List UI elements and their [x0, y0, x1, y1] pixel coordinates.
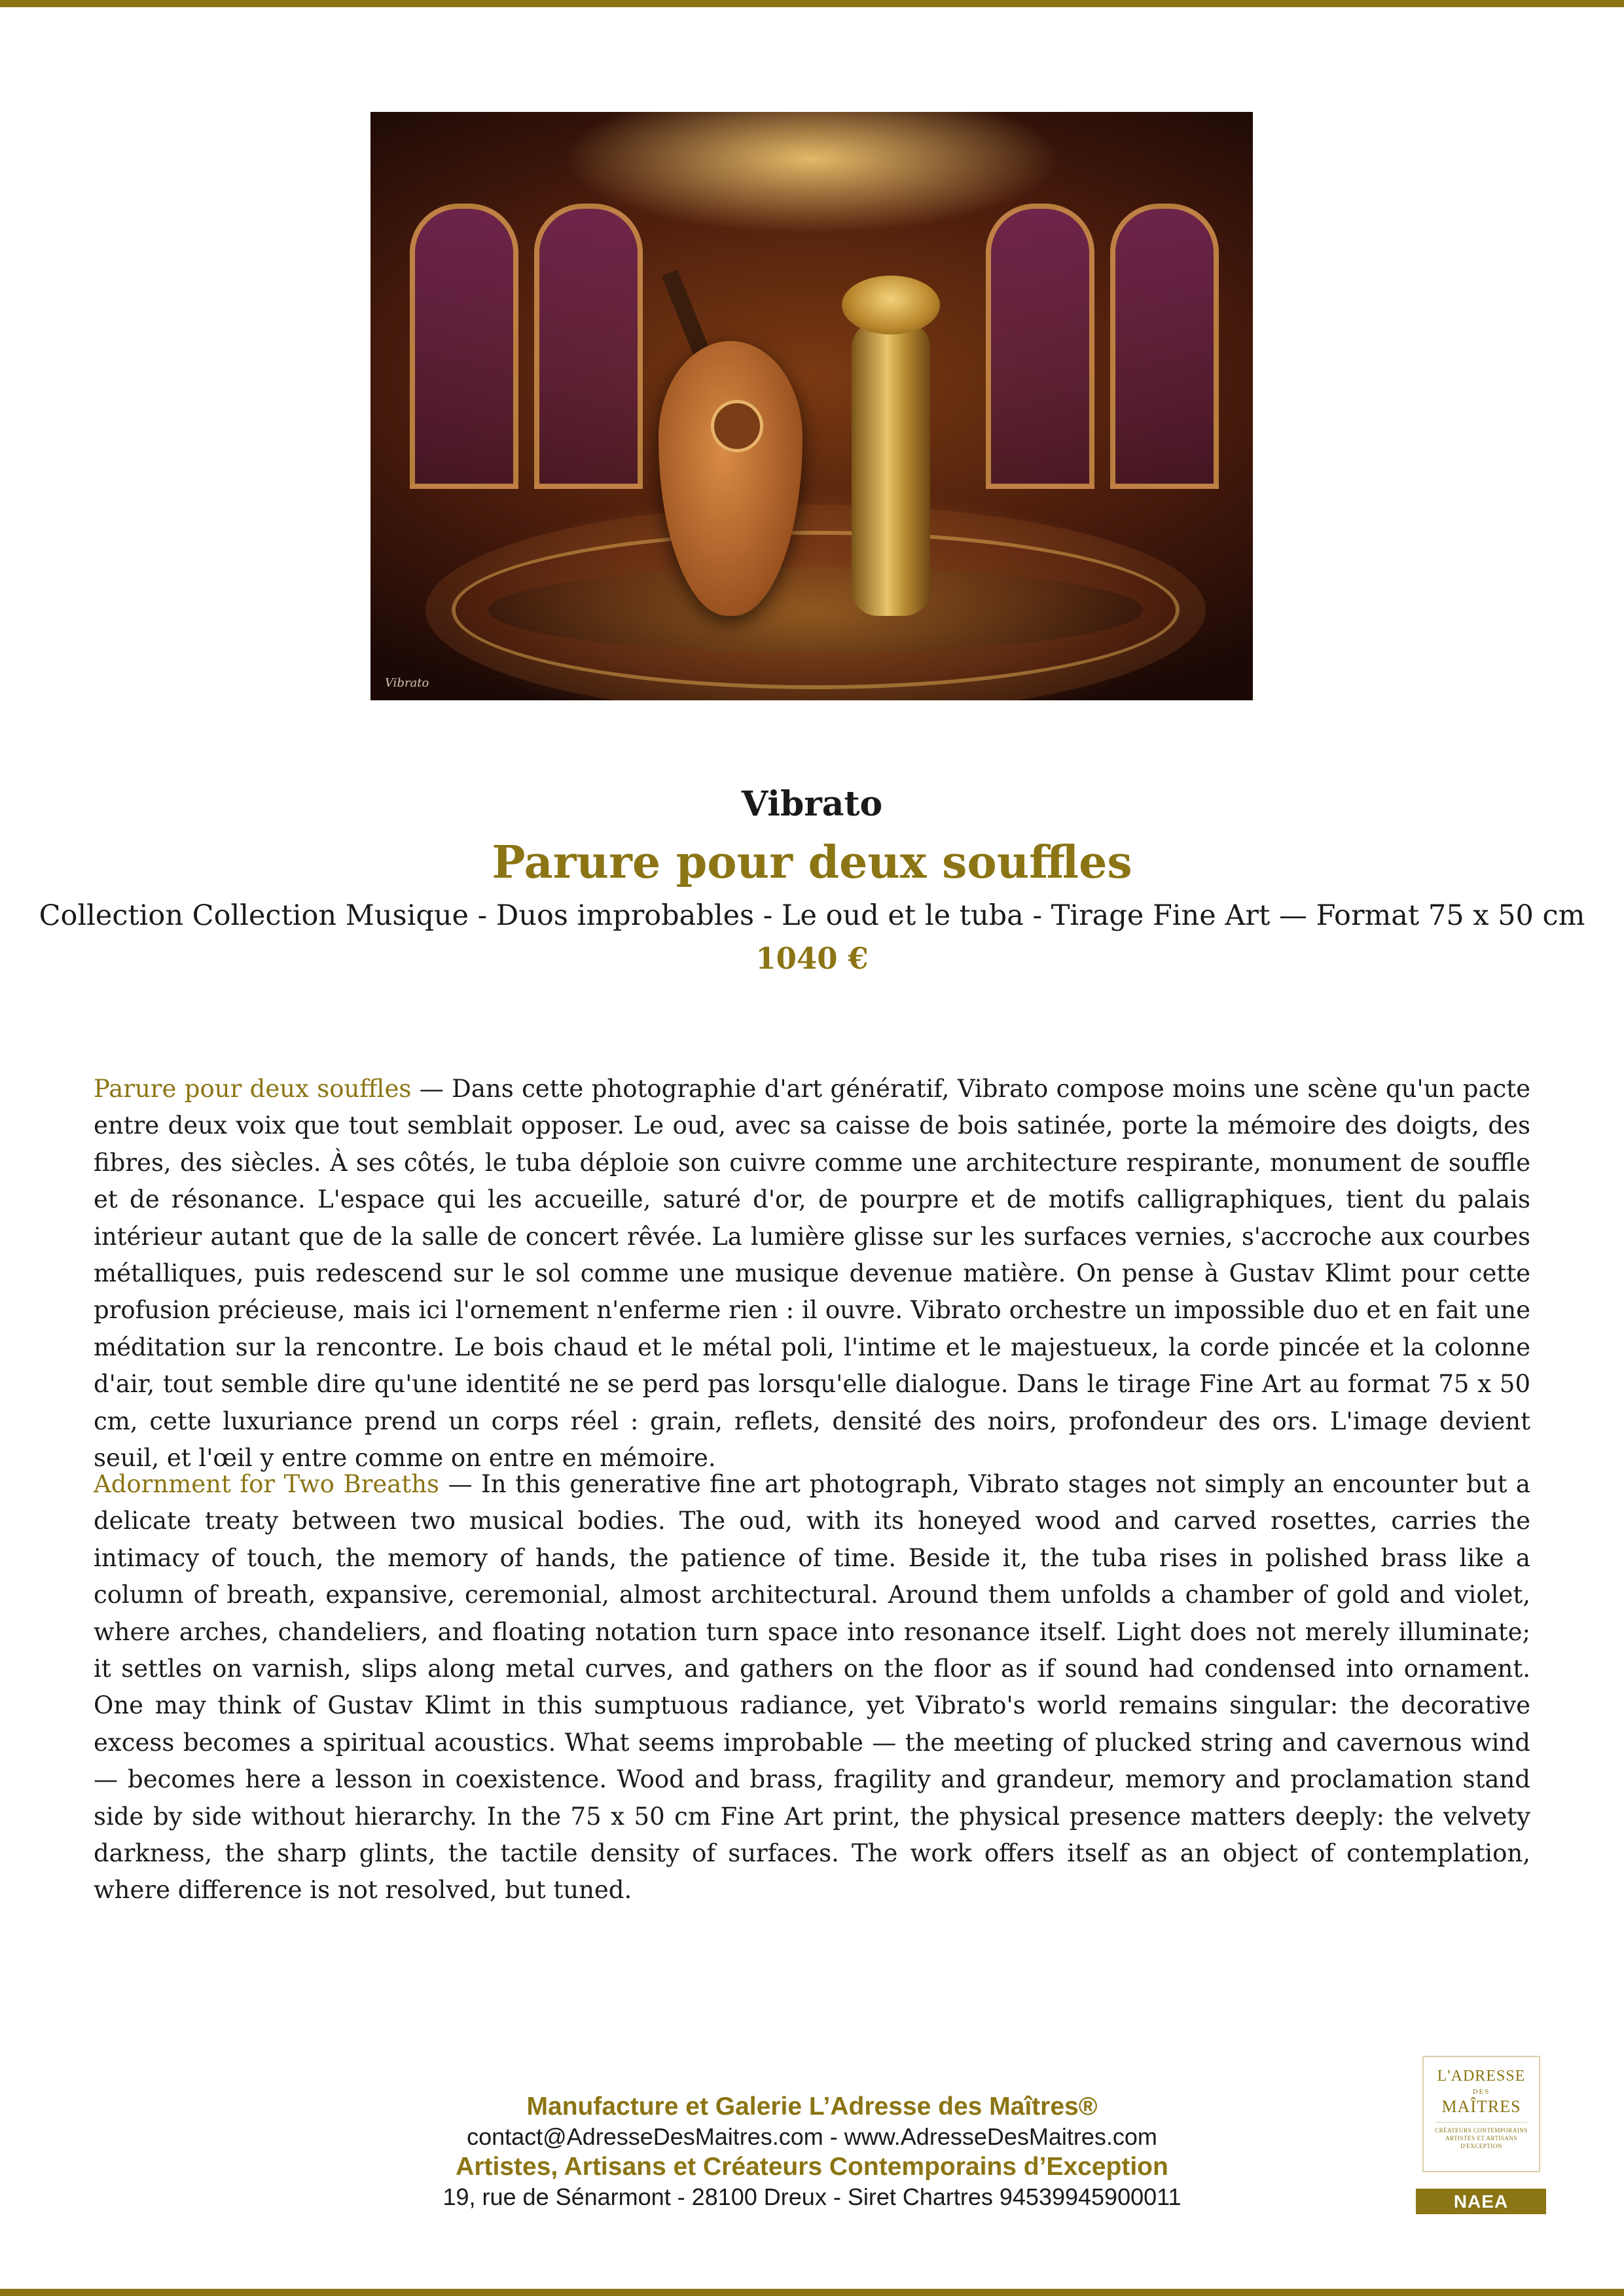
- arch-decoration: [410, 204, 518, 489]
- description-french: [94, 1071, 1530, 1477]
- arch-decoration: [1110, 204, 1219, 489]
- description-french-lead: Parure pour deux souffles: [94, 1075, 412, 1103]
- footer-company: Manufacture et Galerie L’Adresse des Maîtres®: [526, 2092, 1098, 2121]
- footer-address: 19, rue de Sénarmont - 28100 Dreux - Siret Chartres 94539945900011: [442, 2183, 1182, 2210]
- artwork-title: Parure pour deux souffles: [492, 836, 1132, 889]
- tuba-body: [852, 321, 930, 616]
- arch-decoration: [986, 204, 1094, 489]
- footer: [0, 2092, 1624, 2212]
- logo-line-4: CRÉATEURS CONTEMPORAINS ARTISTES ET ARTISANS D'EXCEPTION: [1435, 2127, 1528, 2149]
- naea-badge: NAEA: [1416, 2189, 1546, 2214]
- artwork-image: [370, 112, 1253, 700]
- description-french-body: — Dans cette photographie d'art génératif, Vibrato compose moins une scène qu'un pacte entre deux voix que tout semblait opposer. Le oud, avec sa caisse de bois satinée, porte la mémoire des doigts, des fibres, des siècles. À ses côtés, le tuba déploie son cuivre comme une architecture respirante, monument de souffle et de résonance. L'espace qui les accueille, saturé d'or, de pourpre et de motifs calligraphiques, tient du palais intérieur autant que de la salle de concert rêvée. La lumière glisse sur les surfaces vernies, s'accroche aux courbes métalliques, puis redescend sur le sol comme une musique devenue matière. On pense à Gustav Klimt pour cette profusion précieuse, mais ici l'ornement n'enferme rien : il ouvre. Vibrato orchestre un impossible duo et en fait une méditation sur la rencontre. Le bois chaud et le métal poli, l'intime et le majestueux, la corde pincée et la colonne d'air, tout semble dire qu'une identité ne se perd pas lorsqu'elle dialogue. Dans le tirage Fine Art au format 75 x 50 cm, cette luxuriance prend un corps réel : grain, reflets, densité des noirs, profondeur des ors. L'image devient seuil, et l'œil y entre comme on entre en mémoire.: [94, 1075, 1530, 1473]
- top-border: [0, 0, 1624, 7]
- arch-decoration: [534, 204, 643, 489]
- description-english-lead: Adornment for Two Breaths: [94, 1470, 440, 1498]
- oud-rosette: [711, 400, 763, 452]
- artwork-signature: Vibrato: [385, 676, 429, 690]
- footer-tagline: Artistes, Artisans et Créateurs Contemporains d’Exception: [456, 2153, 1168, 2181]
- bottom-border: [0, 2289, 1624, 2296]
- tuba-bell: [842, 276, 940, 334]
- collection-line: Collection Collection Musique - Duos improbables - Le oud et le tuba - Tirage Fine Art — Format 75 x 50 cm: [39, 899, 1585, 932]
- logo-divider: [1435, 2122, 1527, 2123]
- floor-mosaic: [452, 531, 1180, 689]
- logo-line-3: MAÎTRES: [1441, 2097, 1521, 2116]
- description-english: [94, 1466, 1530, 1909]
- artist-name: Vibrato: [741, 784, 883, 824]
- logo-line-2: DES: [1472, 2088, 1490, 2096]
- logo: [1422, 2056, 1540, 2172]
- price: 1040 €: [755, 941, 869, 976]
- description-english-body: — In this generative fine art photograph, Vibrato stages not simply an encounter but a delicate treaty between two musical bodies. The oud, with its honeyed wood and carved rosettes, carries the intimacy of touch, the memory of hands, the patience of time. Beside it, the tuba rises in polished brass like a column of breath, expansive, ceremonial, almost architectural. Around them unfolds a chamber of gold and violet, where arches, chandeliers, and floating notation turn space into resonance itself. Light does not merely illuminate; it settles on varnish, slips along metal curves, and gathers on the floor as if sound had condensed into ornament. One may think of Gustav Klimt in this sumptuous radiance, yet Vibrato's world remains singular: the decorative excess becomes a spiritual acoustics. What seems improbable — the meeting of plucked string and cavernous wind — becomes here a lesson in coexistence. Wood and brass, fragility and grandeur, memory and proclamation stand side by side without hierarchy. In the 75 x 50 cm Fine Art print, the physical presence matters deeply: the velvety darkness, the sharp glints, the tactile density of surfaces. The work offers itself as an object of contemplation, where difference is not resolved, but tuned.: [94, 1470, 1530, 1905]
- logo-line-1: L'ADRESSE: [1437, 2068, 1526, 2085]
- footer-contact: contact@AdresseDesMaitres.com - www.AdresseDesMaitres.com: [467, 2123, 1157, 2150]
